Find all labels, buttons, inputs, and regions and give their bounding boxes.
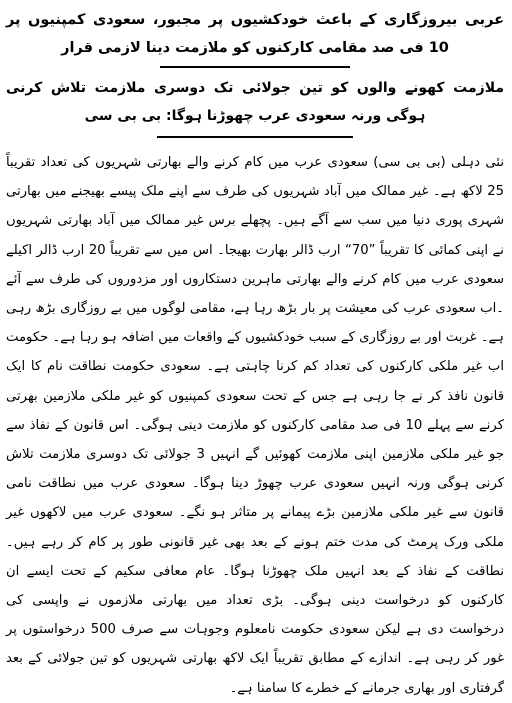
article-subheadline: ملازمت کھونے والوں کو تین جولائی تک دوسری ملازمت تلاش کرنی ہوگی ورنہ سعودی عرب چھوڑنا ہوگا: بی بی سی bbox=[6, 80, 504, 124]
article-headline: عربی بیروزگاری کے باعث خودکشیوں پر مجبور، سعودی کمپنیوں پر 10 فی صد مقامی کارکنوں کو ملازمت دینا لازمی قرار bbox=[6, 12, 504, 56]
subheadline-divider bbox=[157, 136, 353, 138]
article-body: نئی دہلی (بی بی سی) سعودی عرب میں کام کرنے والے بھارتی شہریوں کی تعداد تقریباً 25 لاکھ ہے۔ غیر ممالک میں آباد شہریوں کی طرف سے اپنے ملک پیسے بھیجنے میں بھارتی شہری پوری دنیا میں سب سے آگے ہیں۔ پچھلے برس غیر ممالک میں آباد بھارتی شہریوں نے اپنی کمائی کا تقریباً ”70“ ارب ڈالر بھارت بھیجا۔ اس میں سے تقریباً 20 ارب ڈالر اکیلے سعودی عرب میں کام کرنے والے بھارتی ماہرین دستکاروں اور مزدوروں کی طرف سے آئے ۔اب سعودی عرب کی معیشت پر بار بڑھ رہا ہے، مقامی لوگوں میں بے روزگاری بڑھ رہی ہے۔ غربت اور بے روزگاری کے سبب خودکشیوں کے واقعات میں اضافہ ہو رہا ہے۔ حکومت اب غیر ملکی کارکنوں کی تعداد کم کرنا چاہتی ہے۔ سعودی حکومت نطاقت نام کا ایک قانون نافذ کر نے جا رہی ہے جس کے تحت سعودی کمپنیوں کو غیر ملکی ملازمین بھرتی کرنے سے پہلے 10 فی صد مقامی کارکنوں کو ملازمت دینی ہوگی۔ اس قانون کے نفاذ سے جو غیر ملکی ملازمین اپنی ملازمت کھوئیں گے انہیں 3 جولائی تک دوسری ملازمت تلاش کرنی ہوگی ورنہ انہیں سعودی عرب چھوڑ دینا ہوگا۔ سعودی عرب میں نطاقت نامی قانون سے غیر ملکی ملازمین بڑے پیمانے پر متاثر ہو نگے۔ سعودی عرب میں لاکھوں غیر ملکی ورک پرمٹ کی مدت ختم ہونے کے بعد بھی غیر قانونی طور پر کام کر رہے ہیں۔ نطاقت کے نفاذ کے بعد انہیں ملک چھوڑنا ہوگا۔ عام معافی سکیم کے تحت ایسے ان کارکنوں کو درخواست دینی ہوگی۔ بڑی تعداد میں بھارتی ملازموں نے واپسی کی درخواست دی ہے لیکن سعودی حکومت نامعلوم وجوہات سے صرف 500 درخواستوں پر غور کر رہی ہے۔ اندازے کے مطابق تقریباً ایک لاکھ بھارتی شہریوں کو تین جولائی کے بعد گرفتاری اور بھاری جرمانے کے خطرے کا سامنا ہے۔ bbox=[6, 155, 504, 696]
headline-divider bbox=[160, 66, 350, 68]
